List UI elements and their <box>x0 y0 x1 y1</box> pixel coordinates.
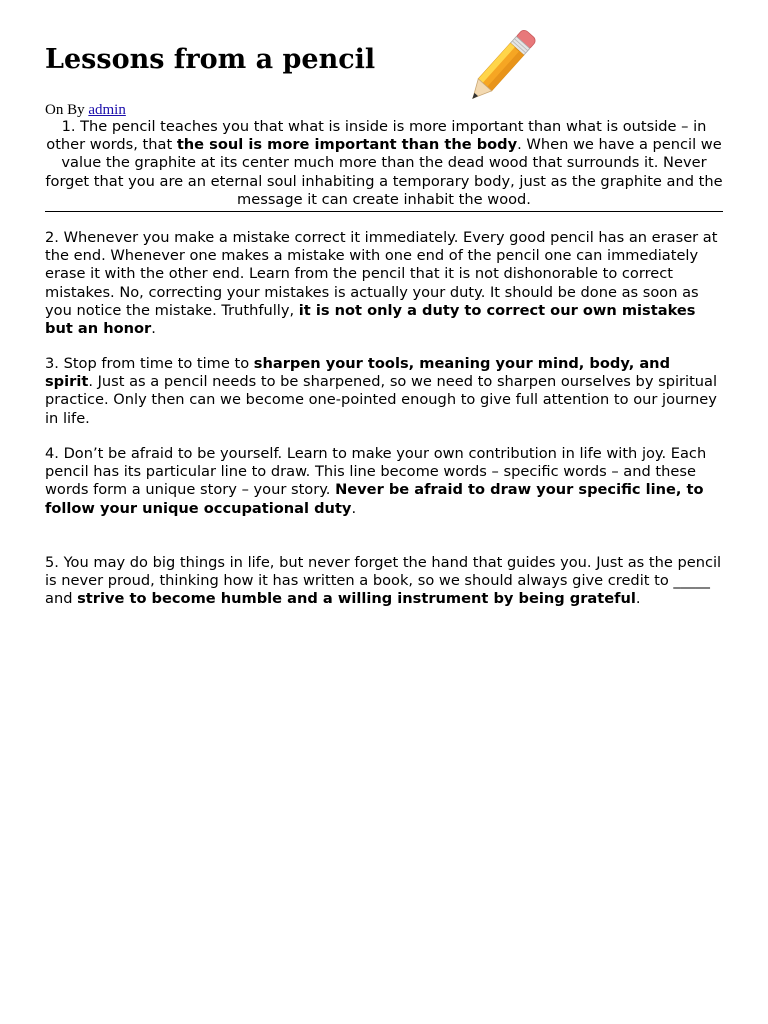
paragraph-4: 4. Don’t be afraid to be yourself. Learn to make your own contribution in life with joy. Each pencil has its particular line to draw. This line become words – specific words – and these words form a unique story – your story. Never be afraid to draw your specific line, to follow your unique occupational duty. <box>45 445 707 517</box>
emphasis: the soul is more important than the body <box>176 136 518 154</box>
emphasis: it is not only a duty to correct our own mistakes but an honor <box>45 301 696 338</box>
paragraph-2: 2. Whenever you make a mistake correct it immediately. Every good pencil has an eraser at the end. Whenever one makes a mistake with one end of the pencil one can immediately erase it with the other end. Learn from the pencil that it is not dishonorable to correct mistakes. No, correcting your mistakes is actually your duty. It should be done as soon as you notice the mistake. Truthfully, it is not only a duty to correct our own mistakes but an honor. <box>45 229 718 338</box>
byline-prefix: On By <box>45 102 89 118</box>
emphasis: sharpen your tools, meaning your mind, body, and spirit <box>45 355 671 391</box>
pencil-icon <box>455 20 547 114</box>
author-link[interactable]: admin <box>88 102 126 118</box>
byline <box>45 101 126 119</box>
pencil-body <box>478 43 523 91</box>
paragraph-3: 3. Stop from time to time to sharpen your tools, meaning your mind, body, and spirit. Just as a pencil needs to be sharpened, so we need to sharpen ourselves by spiritual practice. Only then can we become one-pointed enough to give full attention to our journey in life. <box>45 355 718 427</box>
paragraph-5: 5. You may do big things in life, but never forget the hand that guides you. Just as the pencil is never proud, thinking how it has written a book, so we should always give credit to _____ and strive to become humble and a willing instrument by being grateful. <box>45 554 722 608</box>
page-title: Lessons from a pencil <box>45 44 376 75</box>
emphasis: strive to become humble and a willing instrument by being grateful <box>77 590 636 608</box>
paragraph-1: 1. The pencil teaches you that what is inside is more important than what is outside – in other words, that the soul is more important than the body. When we have a pencil we value the graphite at its center much more than the dead wood that surrounds it. Never forget that you are an eternal soul inhabiting a temporary body, just as the graphite and the message it can create inhabit the wood. <box>45 118 723 212</box>
emphasis: Never be afraid to draw your specific line, to follow your unique occupational duty <box>45 481 704 517</box>
